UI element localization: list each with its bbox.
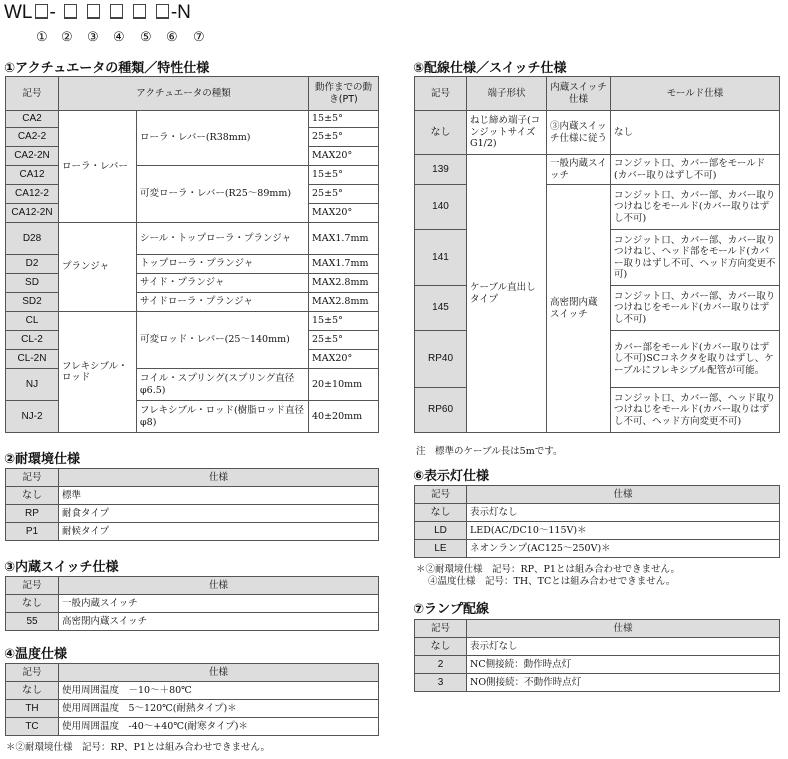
code-cell: LE (415, 540, 467, 558)
lamp-table (414, 619, 780, 692)
code-cell: D2 (6, 255, 59, 274)
pt-cell: 20±10mm (309, 369, 379, 401)
code-cell: 145 (415, 286, 467, 331)
col-spec: 仕様 (59, 664, 379, 682)
spec-cell: 高密閉内蔵スイッチ (59, 613, 379, 631)
slot-box (87, 4, 100, 19)
section-title-lamp: ⑦ランプ配線 (413, 602, 490, 617)
col-spec: 仕様 (467, 486, 780, 504)
sub-type: サイドローラ・プランジャ (137, 293, 309, 312)
spec-cell: NO側接続：不動作時点灯 (467, 674, 780, 692)
pt-cell: 15±5° (309, 111, 379, 128)
sub-type: コイル・スプリング(スプリング直径φ6.5) (137, 369, 309, 401)
section-title-environment: ②耐環境仕様 (4, 452, 81, 467)
terminal-cable: ケーブル直出しタイプ (467, 155, 547, 433)
pt-cell: MAX1.7mm (309, 255, 379, 274)
spec-cell: 標準 (59, 487, 379, 505)
col-switch: 内蔵スイッチ仕様 (547, 77, 611, 111)
mold-cell: コンジット口、カバー部をモールド(カバー取りはずし不可) (611, 155, 780, 185)
slot-box (156, 4, 169, 19)
code-cell: CA12 (6, 166, 59, 185)
wiring-note: 注 標準のケーブル長は5mです。 (416, 446, 563, 457)
col-code: 記号 (6, 577, 59, 595)
spec-cell: 表示灯なし (467, 504, 780, 522)
code-cell: 2 (415, 656, 467, 674)
spec-cell: 使用周囲温度 －10～＋80℃ (59, 682, 379, 700)
col-spec: 仕様 (59, 577, 379, 595)
pt-cell: 25±5° (309, 185, 379, 204)
code-cell: CL-2 (6, 331, 59, 350)
group-plunger: プランジャ (59, 223, 137, 312)
code-cell: なし (415, 638, 467, 656)
temperature-note: ＊②耐環境仕様 記号：RP、P1とは組み合わせできません。 (6, 742, 271, 753)
position-label: ④ (113, 30, 125, 45)
pt-cell: MAX20° (309, 204, 379, 223)
code-cell: CA2-2N (6, 147, 59, 166)
switch-sealed: 高密閉内蔵スイッチ (547, 185, 611, 433)
code-cell: RP (6, 505, 59, 523)
model-sep: - (49, 2, 56, 23)
pt-cell: MAX20° (309, 350, 379, 369)
code-cell: P1 (6, 523, 59, 541)
pt-cell: MAX2.8mm (309, 293, 379, 312)
group-roller: ローラ・レバー (59, 111, 137, 223)
code-cell: SD2 (6, 293, 59, 312)
pt-cell: 15±5° (309, 312, 379, 331)
slot-box (35, 4, 48, 19)
pt-cell: MAX2.8mm (309, 274, 379, 293)
pt-cell: MAX20° (309, 147, 379, 166)
code-cell: CA2-2 (6, 128, 59, 147)
position-label: ③ (87, 30, 99, 45)
sub-type: シール・トップローラ・プランジャ (137, 223, 309, 255)
col-terminal: 端子形状 (467, 77, 547, 111)
code-cell: なし (6, 682, 59, 700)
indicator-note-1: ＊②耐環境仕様 記号：RP、P1とは組み合わせできません。 (416, 564, 681, 575)
col-code: 記号 (415, 486, 467, 504)
col-type: アクチュエータの種類 (59, 77, 309, 111)
spec-cell: 耐候タイプ (59, 523, 379, 541)
position-label: ⑦ (193, 30, 205, 45)
code-cell: なし (6, 595, 59, 613)
sub-type: ローラ・レバー(R38mm) (137, 111, 309, 166)
code-cell: なし (415, 504, 467, 522)
slot-box (133, 4, 146, 19)
mold-cell: コンジット口、カバー部、カバー取りつけねじをモールド(カバー取りはずし不可) (611, 286, 780, 331)
model-suffix: -N (170, 2, 191, 23)
position-label: ⑤ (140, 30, 152, 45)
terminal-screw: ねじ締め端子(コンジットサイズ G1/2) (467, 111, 547, 155)
col-spec: 仕様 (467, 620, 780, 638)
col-pt: 動作までの動き(PT) (309, 77, 379, 111)
code-cell: CA12-2N (6, 204, 59, 223)
code-cell: LD (415, 522, 467, 540)
switch-table (5, 576, 379, 631)
section-title-temperature: ④温度仕様 (4, 647, 68, 662)
spec-cell: 使用周囲温度 -40～+40℃(耐寒タイプ)＊ (59, 718, 379, 736)
environment-table (5, 468, 379, 541)
temperature-table (5, 663, 379, 736)
code-cell: なし (6, 487, 59, 505)
col-code: 記号 (6, 664, 59, 682)
section-title-wiring: ⑤配線仕様／スイッチ仕様 (413, 61, 567, 76)
pt-cell: 25±5° (309, 128, 379, 147)
col-code: 記号 (6, 469, 59, 487)
section-title-indicator: ⑥表示灯仕様 (413, 469, 490, 484)
code-cell: CA12-2 (6, 185, 59, 204)
spec-cell: NC側接続：動作時点灯 (467, 656, 780, 674)
code-cell: 55 (6, 613, 59, 631)
col-spec: 仕様 (59, 469, 379, 487)
model-prefix: WL (4, 2, 33, 23)
position-label: ⑥ (166, 30, 178, 45)
sub-type: サイド・プランジャ (137, 274, 309, 293)
spec-cell: LED(AC/DC10～115V)＊ (467, 522, 780, 540)
code-cell: RP60 (415, 388, 467, 433)
section-title-actuator: ①アクチュエータの種類／特性仕様 (4, 61, 210, 76)
code-cell: 140 (415, 185, 467, 230)
col-code: 記号 (415, 620, 467, 638)
position-label: ① (36, 30, 48, 45)
pt-cell: MAX1.7mm (309, 223, 379, 255)
switch-follow: ③内蔵スイッチ仕様に従う (547, 111, 611, 155)
wiring-table (414, 76, 780, 433)
group-flex: フレキシブル・ロッド (59, 312, 137, 433)
pt-cell: 40±20mm (309, 401, 379, 433)
spec-cell: ネオンランプ(AC125～250V)＊ (467, 540, 780, 558)
mold-cell: コンジット口、カバー部、カバー取りつけねじ、ヘッド部をモールド(カバー取りはずし不可、ヘッド方向変更不可) (611, 230, 780, 286)
spec-cell: 耐食タイプ (59, 505, 379, 523)
switch-general: 一般内蔵スイッチ (547, 155, 611, 185)
indicator-table (414, 485, 780, 558)
spec-cell: 表示灯なし (467, 638, 780, 656)
sub-type: 可変ロッド・レバー(25～140mm) (137, 312, 309, 369)
mold-cell: カバー部をモールド(カバー取りはずし不可)SCコネクタを取りはずし、ケーブルにフレキシブル配管が可能。 (611, 331, 780, 388)
code-cell: なし (415, 111, 467, 155)
code-cell: CL (6, 312, 59, 331)
code-cell: CL-2N (6, 350, 59, 369)
section-title-switch: ③内蔵スイッチ仕様 (4, 560, 119, 575)
col-code: 記号 (6, 77, 59, 111)
spec-cell: 使用周囲温度 5～120℃(耐熱タイプ)＊ (59, 700, 379, 718)
col-mold: モールド仕様 (611, 77, 780, 111)
code-cell: TC (6, 718, 59, 736)
mold-cell: コンジット口、カバー部、ヘッド取りつけねじをモールド(カバー取りはずし不可、ヘッド方向変更不可) (611, 388, 780, 433)
mold-cell: なし (611, 111, 780, 155)
model-code (4, 2, 191, 24)
mold-cell: コンジット口、カバー部、カバー取りつけねじをモールド(カバー取りはずし不可) (611, 185, 780, 230)
sub-type: 可変ローラ・レバー(R25～89mm) (137, 166, 309, 223)
actuator-table (5, 76, 379, 433)
code-cell: 141 (415, 230, 467, 286)
slot-box (64, 4, 77, 19)
code-cell: SD (6, 274, 59, 293)
position-label: ② (61, 30, 73, 45)
code-cell: 139 (415, 155, 467, 185)
slot-box (110, 4, 123, 19)
pt-cell: 15±5° (309, 166, 379, 185)
indicator-note-2: ④温度仕様 記号：TH、TCとは組み合わせできません。 (428, 576, 676, 587)
code-cell: NJ-2 (6, 401, 59, 433)
code-cell: CA2 (6, 111, 59, 128)
sub-type: フレキシブル・ロッド(樹脂ロッド直径φ8) (137, 401, 309, 433)
code-cell: RP40 (415, 331, 467, 388)
pt-cell: 25±5° (309, 331, 379, 350)
code-cell: NJ (6, 369, 59, 401)
spec-cell: 一般内蔵スイッチ (59, 595, 379, 613)
code-cell: 3 (415, 674, 467, 692)
col-code: 記号 (415, 77, 467, 111)
code-cell: D28 (6, 223, 59, 255)
code-cell: TH (6, 700, 59, 718)
sub-type: トップローラ・プランジャ (137, 255, 309, 274)
